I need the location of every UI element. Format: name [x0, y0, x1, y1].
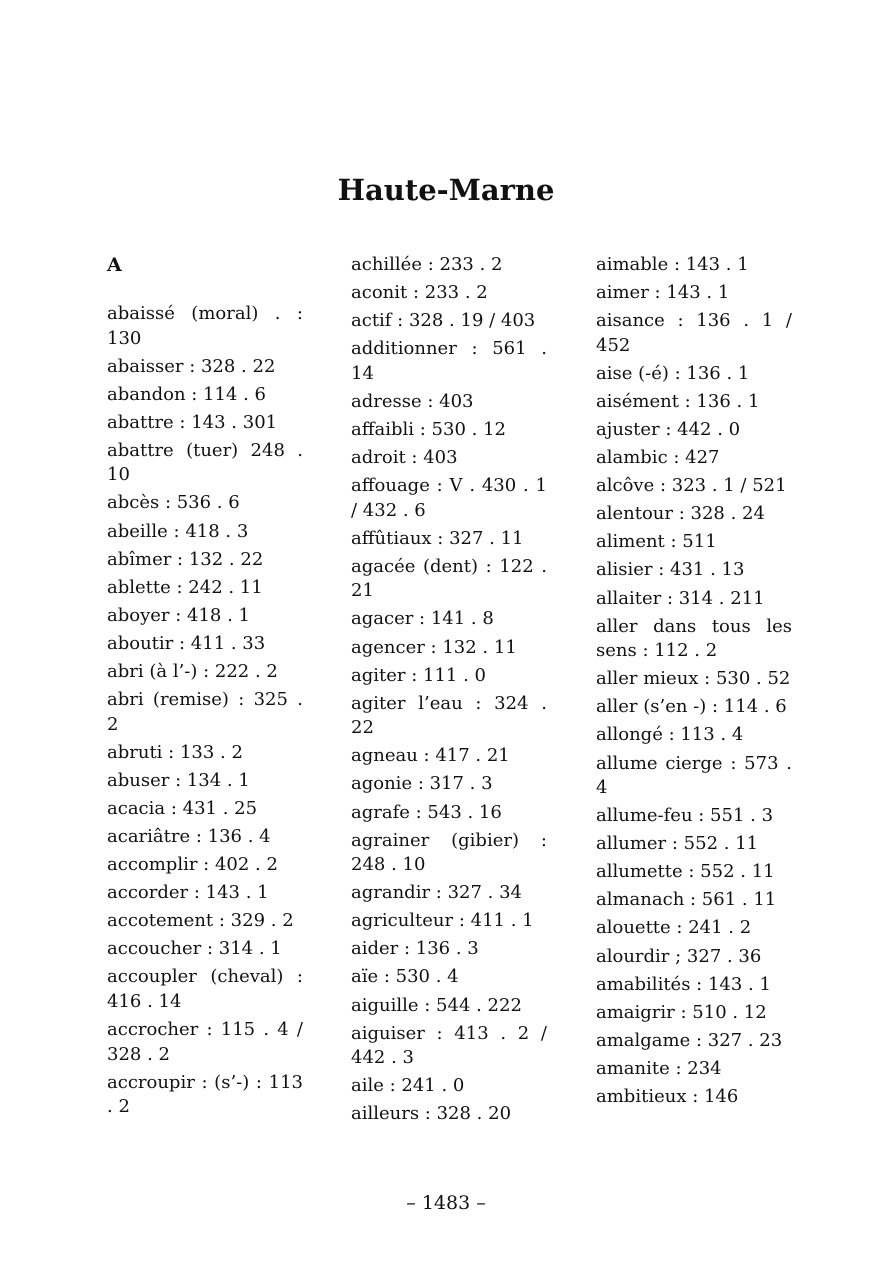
index-entry: accorder : 143 . 1 [107, 882, 269, 904]
index-column-3 [596, 253, 792, 1113]
entries-list-3 [596, 253, 792, 1110]
index-entry: abeille : 418 . 3 [107, 520, 249, 542]
index-entry: actif : 328 . 19 / 403 [351, 310, 536, 332]
index-entry: agriculteur : 411 . 1 [351, 910, 534, 932]
index-entry: aise (-é) : 136 . 1 [596, 362, 750, 384]
index-entry: adresse : 403 [351, 390, 474, 412]
index-entry: aisance : 136 . 1 / 452 [596, 310, 792, 356]
index-entry: ablette : 242 . 11 [107, 576, 263, 598]
index-entry: alcôve : 323 . 1 / 521 [596, 475, 787, 497]
index-entry: alambic : 427 [596, 447, 720, 469]
index-entry: agrainer (gibier) : 248 . 10 [351, 829, 547, 876]
entries-list-1 [107, 302, 303, 1120]
index-entry: agacée (dent) : 122 . 21 [351, 555, 547, 602]
index-entry: accrocher : 115 . 4 / 328 . 2 [107, 1019, 303, 1065]
index-entry: acariâtre : 136 . 4 [107, 826, 271, 847]
index-entry: amalgame : 327 . 23 [596, 1029, 783, 1051]
index-entry: aiguille : 544 . 222 [351, 994, 522, 1016]
index-entry: affûtiaux : 327 . 11 [351, 527, 524, 549]
index-entry: alouette : 241 . 2 [596, 917, 752, 939]
index-entry: amabilités : 143 . 1 [596, 973, 771, 995]
index-entry: affouage : V . 430 . 1 / 432 . 6 [351, 475, 547, 521]
index-entry: abattre : 143 . 301 [107, 411, 278, 433]
index-entry: aïe : 530 . 4 [351, 966, 459, 988]
index-entry: aliment : 511 [596, 531, 717, 553]
index-entry: agonie : 317 . 3 [351, 773, 493, 795]
index-entry: agiter l’eau : 324 . 22 [351, 692, 547, 739]
index-entry: aiguiser : 413 . 2 / 442 . 3 [351, 1022, 547, 1069]
index-entry: aboutir : 411 . 33 [107, 632, 266, 654]
index-entry: alisier : 431 . 13 [596, 559, 745, 581]
index-entry: allumette : 552 . 11 [596, 861, 775, 883]
index-entry: agacer : 141 . 8 [351, 608, 494, 630]
index-entry: aimer : 143 . 1 [596, 282, 730, 304]
index-entry: abuser : 134 . 1 [107, 769, 250, 791]
index-entry: allumer : 552 . 11 [596, 833, 759, 855]
index-entry: aider : 136 . 3 [351, 938, 479, 960]
index-entry: allaiter : 314 . 211 [596, 587, 765, 609]
index-entry: abcès : 536 . 6 [107, 492, 240, 514]
index-entry: accomplir : 402 . 2 [107, 854, 278, 876]
index-column-1 [107, 253, 303, 1123]
index-entry: agneau : 417 . 21 [351, 745, 510, 767]
index-entry: adroit : 403 [351, 447, 458, 469]
index-entry: abruti : 133 . 2 [107, 741, 243, 763]
index-entry: additionner : 561 . 14 [351, 338, 547, 384]
index-entry: accoucher : 314 . 1 [107, 938, 282, 960]
index-entry: ailleurs : 328 . 20 [351, 1103, 512, 1125]
index-entry: acacia : 431 . 25 [107, 797, 258, 819]
entries-list-2 [351, 253, 547, 1127]
index-entry: abri (remise) : 325 . 2 [107, 689, 303, 735]
index-entry: agrandir : 327 . 34 [351, 882, 522, 904]
index-entry: abattre (tuer) 248 . 10 [107, 439, 303, 486]
index-entry: aisément : 136 . 1 [596, 390, 760, 412]
index-entry: almanach : 561 . 11 [596, 889, 777, 911]
index-entry: allume cierge : 573 . 4 [596, 752, 792, 798]
index-entry: aller (s’en -) : 114 . 6 [596, 696, 787, 718]
index-entry: accoupler (cheval) : 416 . 14 [107, 966, 303, 1012]
index-entry: accotement : 329 . 2 [107, 910, 294, 932]
index-column-2 [351, 253, 547, 1130]
index-entry: aimable : 143 . 1 [596, 254, 749, 275]
index-entry: amaigrir : 510 . 12 [596, 1001, 767, 1023]
index-entry: allongé : 113 . 4 [596, 724, 744, 746]
index-entry: ambitieux : 146 [596, 1086, 739, 1108]
index-entry: affaibli : 530 . 12 [351, 418, 506, 440]
index-entry: abaisser : 328 . 22 [107, 355, 276, 377]
index-entry: agiter : 111 . 0 [351, 664, 486, 686]
index-entry: ajuster : 442 . 0 [596, 418, 741, 440]
page-number: – 1483 – [406, 1192, 486, 1214]
index-entry: amanite : 234 [596, 1057, 722, 1079]
index-entry: abîmer : 132 . 22 [107, 548, 264, 570]
index-entry: accroupir : (s’-) : 113 . 2 [107, 1071, 303, 1118]
index-entry: achillée : 233 . 2 [351, 254, 503, 275]
index-entry: abri (à l’-) : 222 . 2 [107, 661, 278, 683]
index-entry: abaissé (moral) . : 130 [107, 303, 303, 349]
index-entry: alentour : 328 . 24 [596, 503, 765, 525]
index-entry: alourdir ; 327 . 36 [596, 945, 762, 967]
index-entry: allume-feu : 551 . 3 [596, 805, 774, 827]
index-entry: aile : 241 . 0 [351, 1075, 465, 1097]
page-title: Haute-Marne [337, 173, 555, 207]
index-entry: aller dans tous les sens : 112 . 2 [596, 615, 792, 662]
index-entry: aconit : 233 . 2 [351, 282, 488, 304]
letter-heading: A [107, 254, 122, 276]
index-entry: aboyer : 418 . 1 [107, 604, 250, 626]
index-entry: aller mieux : 530 . 52 [596, 668, 791, 690]
index-entry: abandon : 114 . 6 [107, 383, 267, 405]
index-entry: agencer : 132 . 11 [351, 636, 517, 658]
index-entry: agrafe : 543 . 16 [351, 801, 502, 823]
